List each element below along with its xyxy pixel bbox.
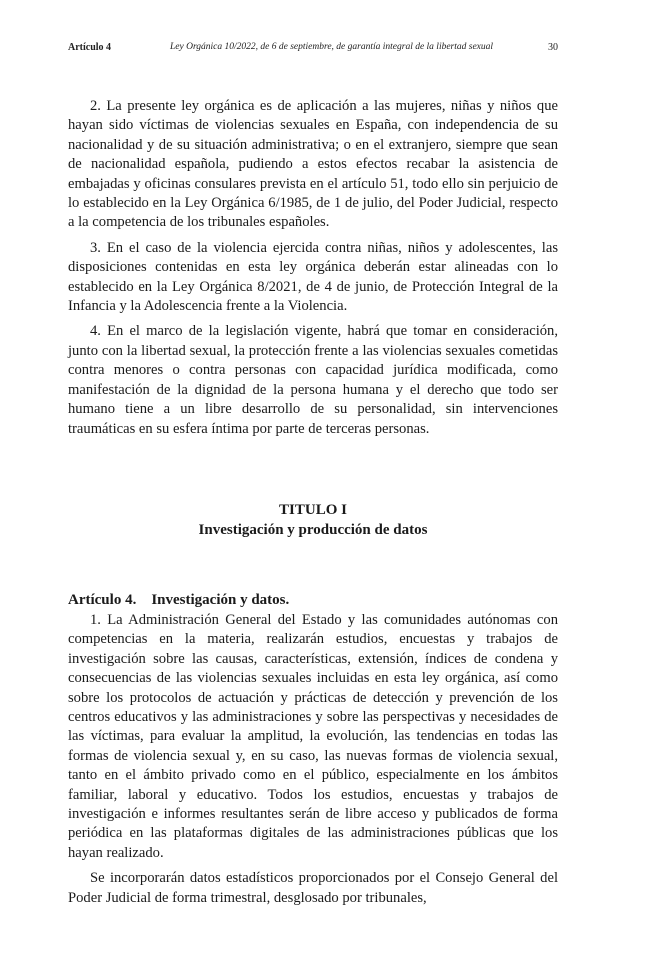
header-section: Artículo 4	[68, 42, 112, 53]
body-text-bottom	[68, 611, 558, 914]
article-heading-text: Artículo 4. Investigación y datos.	[68, 592, 290, 608]
header-law-title: Ley Orgánica 10/2022, de 6 de septiembre, de garantía integral de la libertad sexual	[170, 42, 494, 52]
body-text-top	[68, 97, 558, 445]
header-page-number: 30	[548, 42, 558, 53]
article-paragraph-1: 1. La Administración General del Estado y las comunidades autónomas con competencias en la materia, realizarán estudios, encuestas y trabajos de investigación sobre las causas, características, extensión, índices de condena y consecuencias de las violencias sexuales incluidas en esta ley orgánica, así como sobre los protocolos de actuación y prácticas de detección y prevención de los centros educativos y las administraciones y sobre las perspectivas y necesidades de las víctimas, para evaluar la amplitud, la evolución, las tendencias en todas las formas de violencia sexual y, en su caso, las nuevas formas de violencia sexual, tanto en el ámbito privado como en el público, especialmente en los ámbitos familiar, laboral y educativo. Todos los estudios, encuestas y trabajos de investigación e informes resultantes serán de libre acceso y publicados de forma periódica en las plataformas digitales de las administraciones públicas que los hayan realizado.	[68, 612, 558, 861]
article-paragraph-2: Se incorporarán datos estadísticos proporcionados por el Consejo General del Poder Judicial de forma trimestral, desglosado por tribunales,	[68, 870, 558, 906]
title-subtitle: Investigación y producción de datos	[198, 522, 428, 538]
running-header	[68, 42, 558, 58]
paragraph-2: 2. La presente ley orgánica es de aplicación a las mujeres, niñas y niños que hayan sido víctimas de violencias sexuales en España, con independencia de su nacionalidad y de su situación administrativa; o en el extranjero, siempre que sean de nacionalidad española, pudiendo a estos efectos recabar la asistencia de embajadas y oficinas consulares prevista en el artículo 51, todo ello sin perjuicio de lo establecido en la Ley Orgánica 6/1985, de 1 de julio, del Poder Judicial, respecto a la competencia de los tribunales españoles.	[68, 98, 558, 231]
article-heading	[68, 590, 558, 610]
title-number: TITULO I	[279, 502, 347, 518]
title-heading	[68, 500, 558, 540]
paragraph-3: 3. En el caso de la violencia ejercida contra niñas, niños y adolescentes, las disposiciones contenidas en esta ley orgánica deberán estar alineadas con lo establecido en la Ley Orgánica 8/2021, de 4 de junio, de Protección Integral de la Infancia y la Adolescencia frente a la Violencia.	[68, 239, 558, 315]
paragraph-4: 4. En el marco de la legislación vigente, habrá que tomar en consideración, junto con la libertad sexual, la protección frente a las violencias sexuales cometidas contra menores o contra personas con capacidad jurídica modificada, como manifestación de la dignidad de la persona humana y el derecho que todo ser humano tiene a un libre desarrollo de su personalidad, sin intervenciones traumáticas en su esfera íntima por parte de terceras personas.	[68, 323, 558, 437]
